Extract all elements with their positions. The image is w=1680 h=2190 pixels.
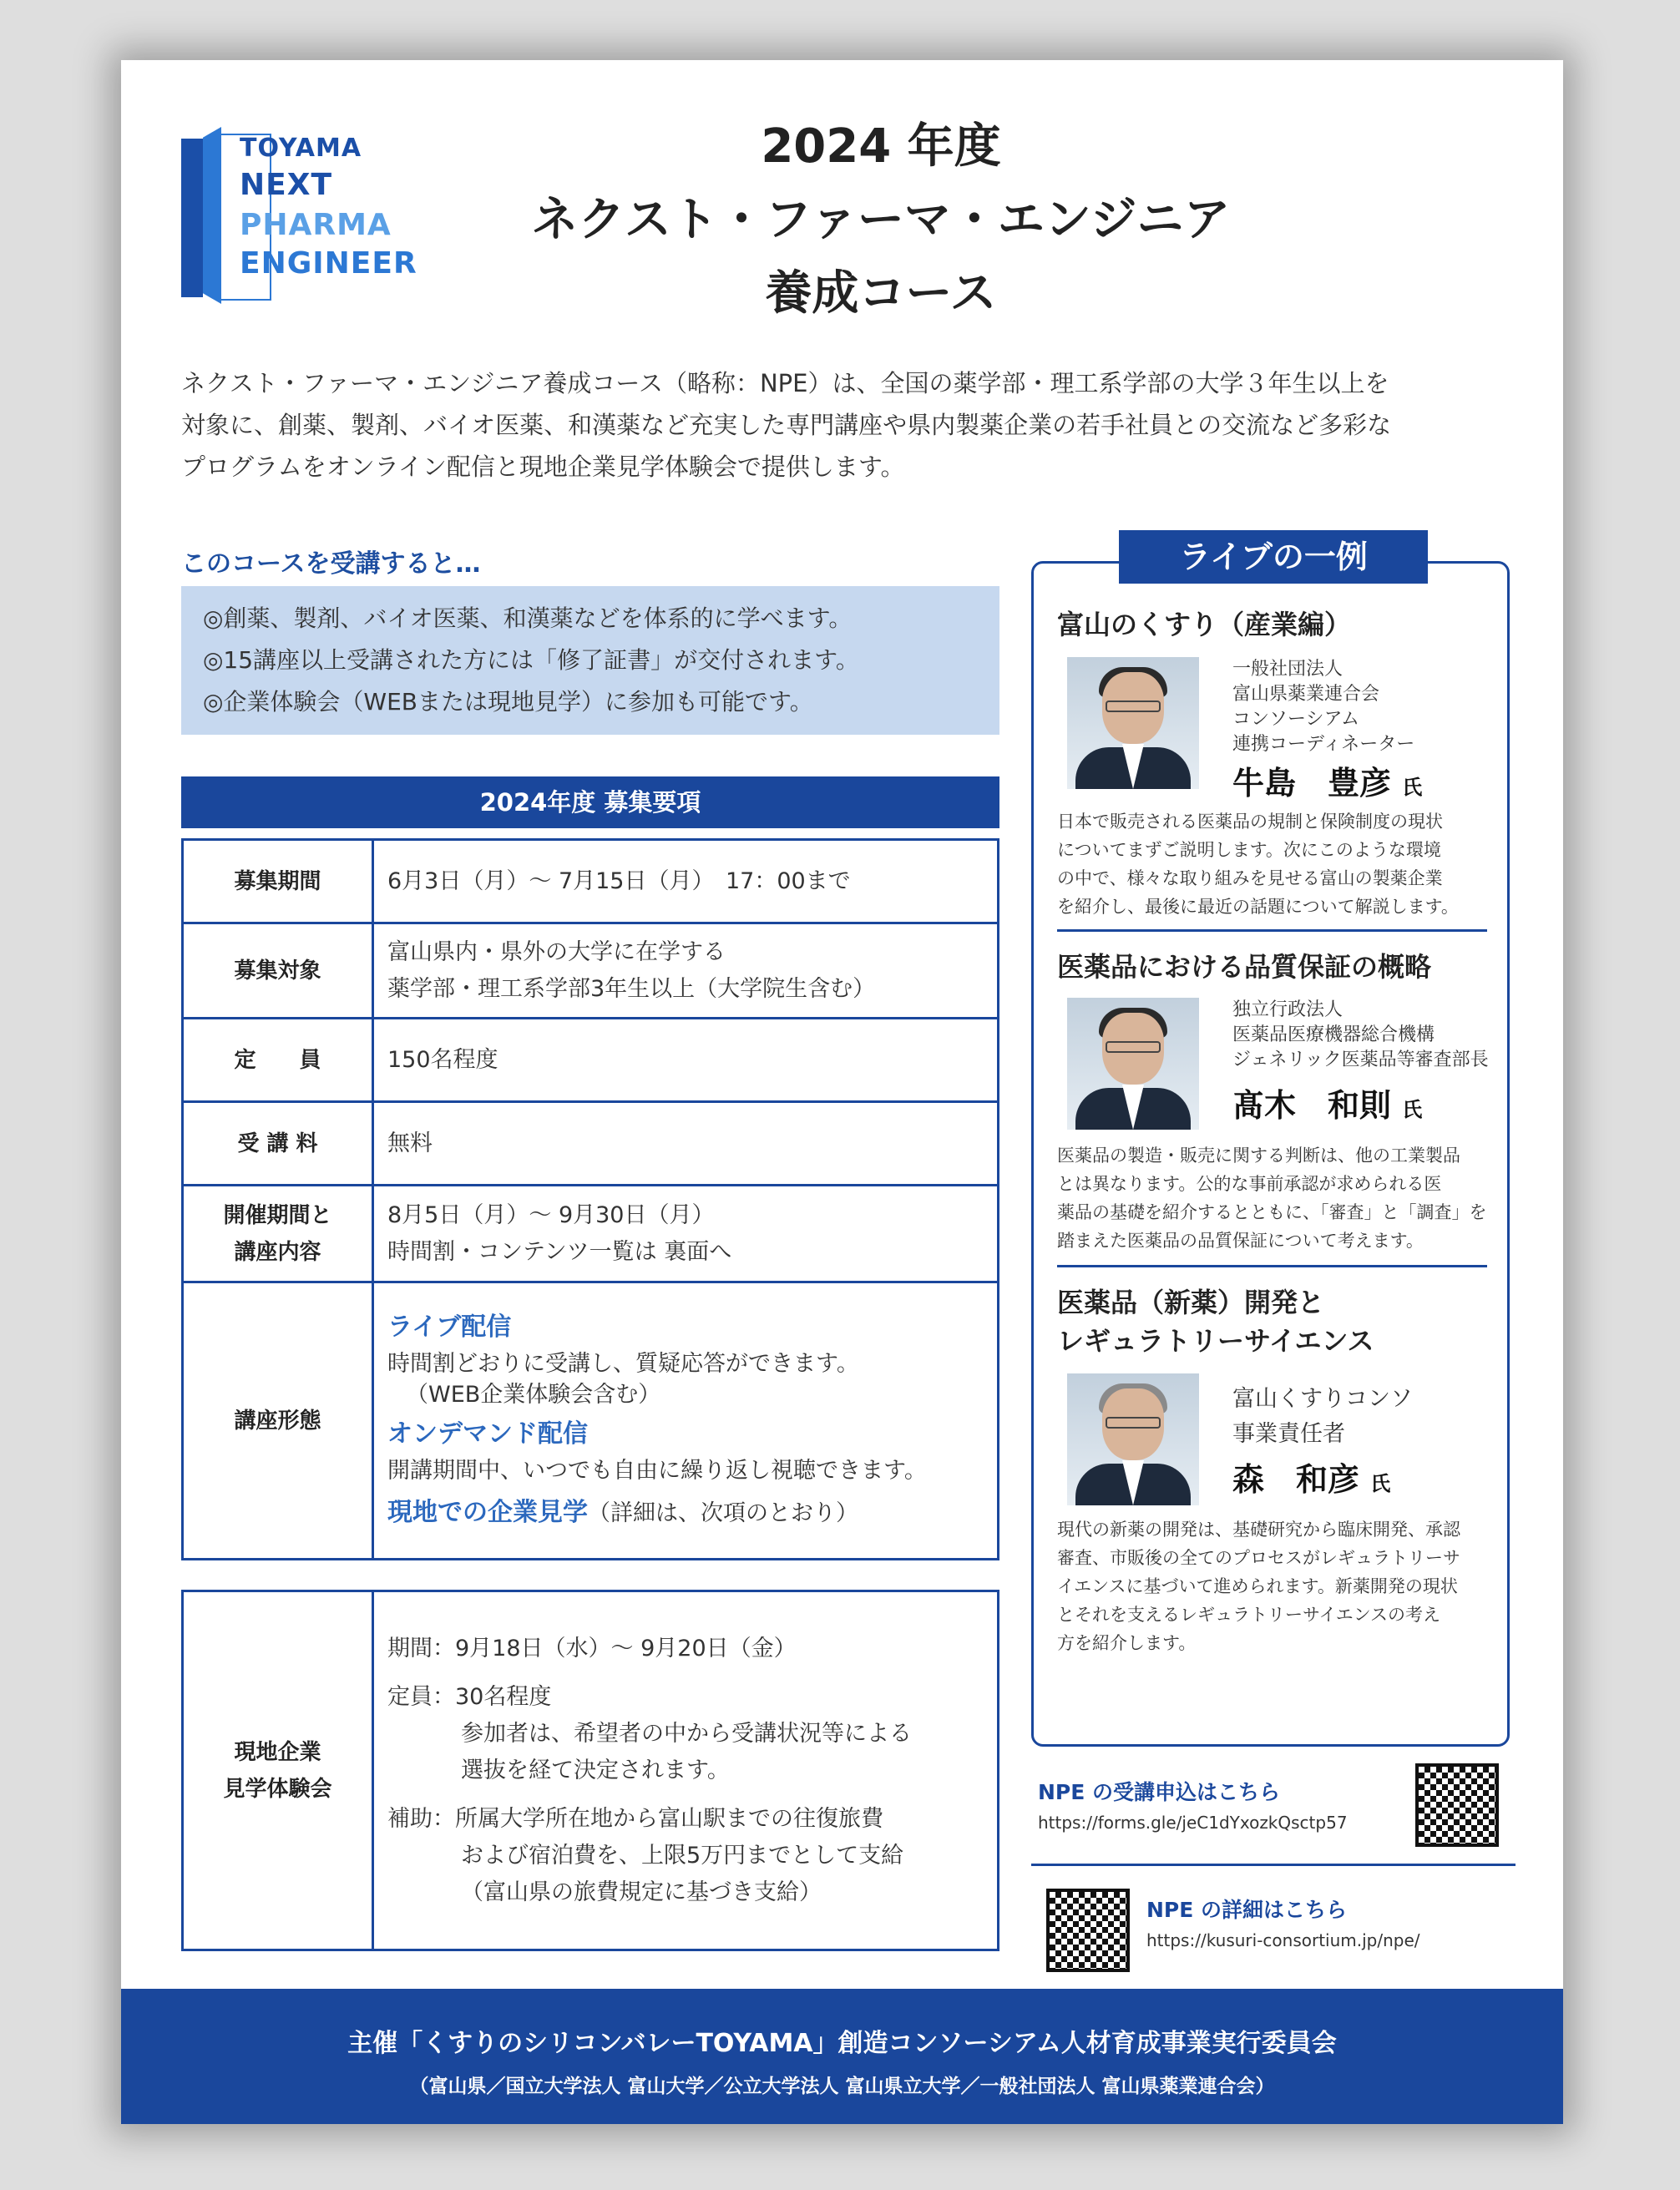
speaker-affiliation: 富山県薬業連合会 [1232, 684, 1380, 705]
apply-link-block[interactable] [1038, 1776, 1430, 1833]
period-label: 募集期間 [183, 840, 373, 923]
visit-label [183, 1591, 373, 1950]
speaker-suffix: 氏 [1402, 776, 1423, 799]
capacity-value: 150名程度 [373, 1019, 999, 1102]
period-value: 6月3日（月）～ 7月15日（月） 17：00まで [373, 840, 999, 923]
speaker-affiliation: ジェネリック医薬品等審査部長 [1232, 1049, 1489, 1070]
speaker-name [1232, 1454, 1390, 1500]
table-row [183, 923, 999, 1019]
flyer-page [121, 60, 1563, 2124]
apply-qr-code[interactable] [1415, 1763, 1499, 1847]
visit-subsidy-note: （富山県の旅費規定に基づき支給） [461, 1879, 822, 1905]
speaker-affiliation: 一般社団法人 [1232, 659, 1343, 680]
speaker-affiliation: 連携コーディネーター [1232, 734, 1415, 755]
apply-link-label[interactable]: NPE の受講申込はこちら [1038, 1780, 1281, 1804]
speaker-affiliation: 医薬品医療機器総合機構 [1232, 1024, 1435, 1045]
detail-link-label[interactable]: NPE の詳細はこちら [1146, 1898, 1348, 1922]
speaker-photo [1067, 1373, 1199, 1505]
live-examples-tag: ライブの一例 [1119, 530, 1428, 584]
recruit-table [181, 838, 999, 1560]
speaker-affiliation: コンソーシアム [1232, 709, 1360, 730]
speaker-name-text: 牛島 豊彦 [1232, 765, 1392, 802]
detail-qr-code[interactable] [1046, 1889, 1130, 1972]
intro-line: 対象に、創薬、製剤、バイオ医薬、和漢薬など充実した専門講座や県内製薬企業の若手社員との交流など多彩な [181, 411, 1392, 439]
organizer-footer [121, 1989, 1563, 2124]
visit-subsidy-note: および宿泊費を、上限5万円までとして支給 [461, 1842, 904, 1869]
table-row [183, 1186, 999, 1282]
apply-link-url[interactable]: https://forms.gle/jeC1dYxozkQsctp57 [1038, 1813, 1348, 1833]
format-value [373, 1282, 999, 1560]
lecture-divider [1057, 929, 1487, 932]
lecture-title: 医薬品（新薬）開発と [1057, 1287, 1325, 1318]
schedule-label-line: 開催期間と [223, 1202, 332, 1228]
desc-line: の中で、様々な取り組みを見せる富山の製薬企業 [1057, 868, 1443, 888]
schedule-line: 時間割・コンテンツ一覧は 裏面へ [387, 1238, 732, 1265]
lecture-title: 医薬品における品質保証の概略 [1057, 951, 1432, 983]
lecture-desc [1057, 1141, 1491, 1255]
visit-title: 現地での企業見学 [387, 1498, 588, 1527]
merits-box [181, 586, 999, 735]
logo-door-bar [181, 139, 203, 297]
title-main: ネクスト・ファーマ・エンジニア [531, 193, 1231, 247]
table-row [183, 1102, 999, 1186]
table-row [183, 1019, 999, 1102]
target-line: 薬学部・理工系学部3年生以上（大学院生含む） [387, 975, 876, 1002]
speaker-affiliation: 事業責任者 [1232, 1421, 1345, 1447]
ondemand-title: オンデマンド配信 [387, 1419, 588, 1449]
fee-label: 受 講 料 [183, 1102, 373, 1186]
ondemand-desc: 開講期間中、いつでも自由に繰り返し視聴できます。 [387, 1458, 927, 1484]
merits-heading: このコースを受講すると… [181, 549, 481, 579]
desc-line: とそれを支えるレギュラトリーサイエンスの考え [1057, 1605, 1441, 1625]
speaker-photo [1067, 657, 1199, 789]
desc-line: を紹介し、最後に最近の話題について解説します。 [1057, 897, 1459, 917]
lecture-desc [1057, 807, 1491, 921]
lecture-desc [1057, 1515, 1491, 1657]
npe-logo [181, 124, 432, 316]
visit-label-line: 見学体験会 [223, 1776, 332, 1802]
speaker-name [1232, 757, 1422, 803]
desc-line: 踏まえた医薬品の品質保証について考えます。 [1057, 1231, 1424, 1251]
merit-item: ◎創薬、製剤、バイオ医薬、和漢薬などを体系的に学べます。 [203, 604, 853, 632]
table-row [183, 1282, 999, 1560]
merit-item: ◎15講座以上受講された方には「修了証書」が交付されます。 [203, 646, 859, 674]
visit-capacity: 定員：30名程度 [387, 1683, 552, 1710]
fee-value: 無料 [373, 1102, 999, 1186]
visit-note: （詳細は、次項のとおり） [588, 1500, 858, 1526]
title-year: 2024 年度 [761, 119, 1001, 174]
lecture-divider [1057, 1265, 1487, 1267]
live-delivery-desc: 時間割どおりに受講し、質疑応答ができます。 [387, 1351, 859, 1377]
desc-line: 薬品の基礎を紹介するとともに、「審査」と「調査」を [1057, 1202, 1487, 1222]
visit-period: 期間：9月18日（水）～ 9月20日（金） [387, 1635, 797, 1661]
visit-label-line: 現地企業 [234, 1739, 321, 1765]
visit-details [373, 1591, 999, 1950]
capacity-label: 定 員 [183, 1019, 373, 1102]
table-row [183, 1591, 999, 1950]
desc-line: についてまずご説明します。次にこのような環境 [1057, 840, 1441, 860]
detail-link-block[interactable] [1146, 1894, 1497, 1950]
desc-line: 方を紹介します。 [1057, 1633, 1197, 1653]
merit-item: ◎企業体験会（WEBまたは現地見学）に参加も可能です。 [203, 688, 813, 716]
visit-row [387, 1495, 997, 1532]
visit-capacity-note: 選抜を経て決定されます。 [461, 1757, 730, 1783]
live-delivery-note: （WEB企業体験会含む） [406, 1382, 661, 1408]
desc-line: とは異なります。公的な事前承認が求められる医 [1057, 1174, 1442, 1194]
desc-line: 日本で販売される医薬品の規制と保険制度の現状 [1057, 812, 1443, 832]
table-row [183, 840, 999, 923]
speaker-affiliation: 富山くすりコンソ [1232, 1386, 1413, 1412]
intro-line: ネクスト・ファーマ・エンジニア養成コース（略称：NPE）は、全国の薬学部・理工系学部の大学３年生以上を [181, 369, 1389, 397]
desc-line: イエンスに基づいて進められます。新薬開発の現状 [1057, 1576, 1458, 1596]
intro-line: プログラムをオンライン配信と現地企業見学体験会で提供します。 [181, 453, 905, 481]
schedule-value [373, 1186, 999, 1282]
visit-table [181, 1590, 999, 1951]
page-title [422, 110, 1340, 331]
logo-text-next: NEXT [240, 168, 333, 202]
lecture-title: 富山のくすり（産業編） [1057, 609, 1352, 640]
visit-capacity-note: 参加者は、希望者の中から受講状況等による [461, 1720, 912, 1747]
desc-line: 現代の新薬の開発は、基礎研究から臨床開発、承認 [1057, 1520, 1460, 1540]
speaker-affiliation: 独立行政法人 [1232, 999, 1343, 1020]
logo-text-pharma: PHARMA [240, 208, 392, 242]
target-value [373, 923, 999, 1019]
link-divider [1031, 1864, 1516, 1866]
visit-subsidy: 補助：所属大学所在地から富山駅までの往復旅費 [387, 1805, 883, 1832]
lecture-title: レギュラトリーサイエンス [1057, 1325, 1374, 1357]
format-label: 講座形態 [183, 1282, 373, 1560]
schedule-label-line: 講座内容 [234, 1239, 321, 1265]
recruit-heading: 2024年度 募集要項 [181, 776, 999, 828]
desc-line: 医薬品の製造・販売に関する判断は、他の工業製品 [1057, 1146, 1460, 1166]
target-line: 富山県内・県外の大学に在学する [387, 938, 726, 965]
speaker-photo [1067, 998, 1199, 1130]
desc-line: 審査、市販後の全てのプロセスがレギュラトリーサ [1057, 1548, 1460, 1568]
intro-paragraph [181, 362, 1517, 488]
speaker-name-text: 森 和彦 [1232, 1461, 1360, 1498]
logo-text-toyama: TOYAMA [240, 134, 362, 163]
target-label: 募集対象 [183, 923, 373, 1019]
logo-door-panel [203, 127, 221, 304]
speaker-suffix: 氏 [1370, 1472, 1391, 1495]
logo-text-engineer: ENGINEER [240, 246, 417, 281]
speaker-name-text: 髙木 和則 [1232, 1087, 1392, 1124]
organizer-members: （富山県／国立大学法人 富山大学／公立大学法人 富山県立大学／一般社団法人 富山県薬業連合会） [409, 2076, 1275, 2097]
organizer-name: 主催「くすりのシリコンバレーTOYAMA」創造コンソーシアム人材育成事業実行委員会 [347, 2029, 1337, 2058]
schedule-line: 8月5日（月）～ 9月30日（月） [387, 1201, 715, 1228]
live-examples-box [1031, 561, 1510, 1747]
live-delivery-title: ライブ配信 [387, 1312, 512, 1342]
schedule-label [183, 1186, 373, 1282]
speaker-name [1232, 1080, 1422, 1125]
title-sub: 養成コース [765, 266, 997, 321]
speaker-suffix: 氏 [1402, 1098, 1423, 1121]
detail-link-url[interactable]: https://kusuri-consortium.jp/npe/ [1146, 1930, 1420, 1950]
